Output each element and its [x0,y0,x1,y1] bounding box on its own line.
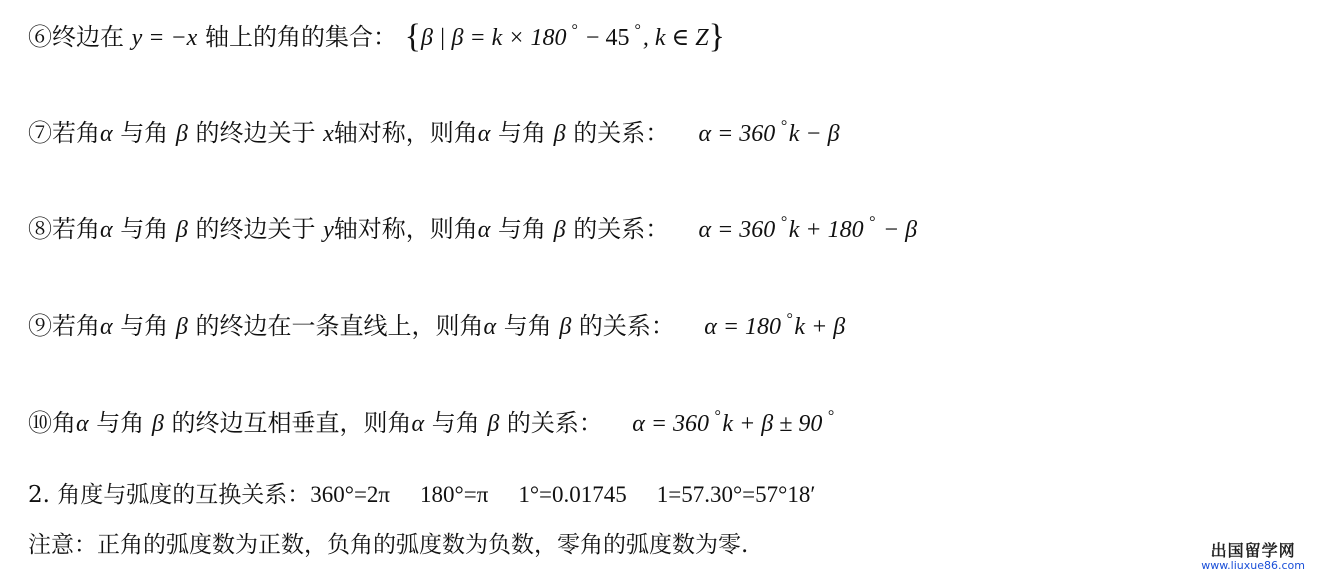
alpha-symbol: α [100,121,113,147]
line-equation: y = −x [131,25,198,51]
rule-text: 若角 [52,215,100,243]
degree-sign: ° [780,118,787,135]
rule-marker: ⑨ [28,312,52,340]
set-body: − 45 [579,25,630,51]
rule-text: 的终边关于 [187,119,316,147]
set-close-brace: } [708,18,725,55]
rule-text: 与角 [112,312,176,340]
formula-part: α = 360 [698,121,776,147]
rule-text: 的终边互相垂直，则角 [163,409,412,437]
rule-text: 的关系： [565,215,670,243]
beta-symbol: β [175,314,188,340]
conversion-item: 1°=0.01745 [518,482,627,507]
beta-symbol: β [151,411,164,437]
rule-text: 与角 [490,215,554,243]
alpha-symbol: α [477,217,491,243]
rule-text: 轴对称，则角 [333,215,478,243]
set-open-brace: { [404,18,421,55]
set-body: β | β = k × 180 [420,25,567,51]
beta-symbol: β [553,217,566,243]
conversion-item: 1=57.30°=57°18′ [656,482,816,507]
rule-text: 轴对称，则角 [333,119,478,147]
degree-sign: ° [571,22,578,39]
alpha-symbol: α [483,314,497,340]
axis-symbol: y [323,217,334,243]
rule-text: 与角 [424,409,488,437]
rule-text: 与角 [490,119,554,147]
relation-formula [704,311,846,340]
formula-part: k + 180 [788,217,864,243]
watermark-url: www.liuxue86.com [1201,559,1305,572]
formula-part: k + β [794,314,846,340]
axis-symbol: x [323,121,334,147]
watermark-logo [1201,538,1305,572]
conversion-item: 180°=π [420,482,489,507]
rule-10 [28,406,836,444]
rule-text: 若角 [52,119,100,147]
formula-part: α = 360 [632,411,710,437]
rule-text: 的终边关于 [187,215,316,243]
degree-sign: ° [634,22,641,39]
degree-sign: ° [868,214,875,231]
rule-marker: ⑩ [28,409,52,437]
alpha-symbol: α [100,217,113,243]
watermark-name: 出国留学网 [1210,541,1296,560]
alpha-symbol: α [100,314,113,340]
rule-text: 若角 [52,312,100,340]
rule-text: 的关系： [565,119,670,147]
relation-formula [698,214,918,243]
formula-part: k − β [788,121,840,147]
relation-formula [698,118,840,147]
rule-text: 的关系： [499,409,603,437]
rule-text: 的关系： [571,312,675,340]
rule-marker: ⑧ [28,215,52,243]
beta-symbol: β [175,121,188,147]
rule-8 [28,212,917,250]
note-line: 注意：正角的弧度数为正数，负角的弧度数为负数，零角的弧度数为零. [28,532,749,558]
rule-text: 轴上的角的集合： [204,23,397,51]
rule-6 [28,18,725,58]
beta-symbol: β [175,217,188,243]
rule-text: 与角 [112,215,176,243]
alpha-symbol: α [411,411,425,437]
set-body: , k ∈ Z [642,25,709,51]
beta-symbol: β [553,121,566,147]
conversion-line [28,478,815,512]
rule-text: 的终边在一条直线上，则角 [187,312,484,340]
alpha-symbol: α [477,121,491,147]
conversion-item: 360°=2π [310,482,391,507]
rule-9 [28,309,845,347]
degree-sign: ° [827,408,834,425]
angle-set [404,18,725,55]
rule-marker: ⑥ [28,23,52,51]
formula-part: α = 180 [704,314,782,340]
formula-part: α = 360 [698,217,776,243]
beta-symbol: β [487,411,500,437]
rule-7 [28,116,840,154]
rule-marker: ⑦ [28,119,52,147]
beta-symbol: β [559,314,572,340]
rule-text: 终边在 [52,23,124,51]
rule-text: 与角 [112,119,176,147]
alpha-symbol: α [76,411,89,437]
degree-sign: ° [786,311,793,328]
relation-formula [632,408,836,437]
degree-sign: ° [714,408,721,425]
rule-text: 与角 [88,409,152,437]
formula-part: − β [876,217,918,243]
degree-sign: ° [780,214,787,231]
conversion-label: 2. 角度与弧度的互换关系： [28,482,311,508]
formula-part: k + β ± 90 [722,411,823,437]
rule-text: 与角 [496,312,560,340]
rule-text: 角 [52,409,76,437]
